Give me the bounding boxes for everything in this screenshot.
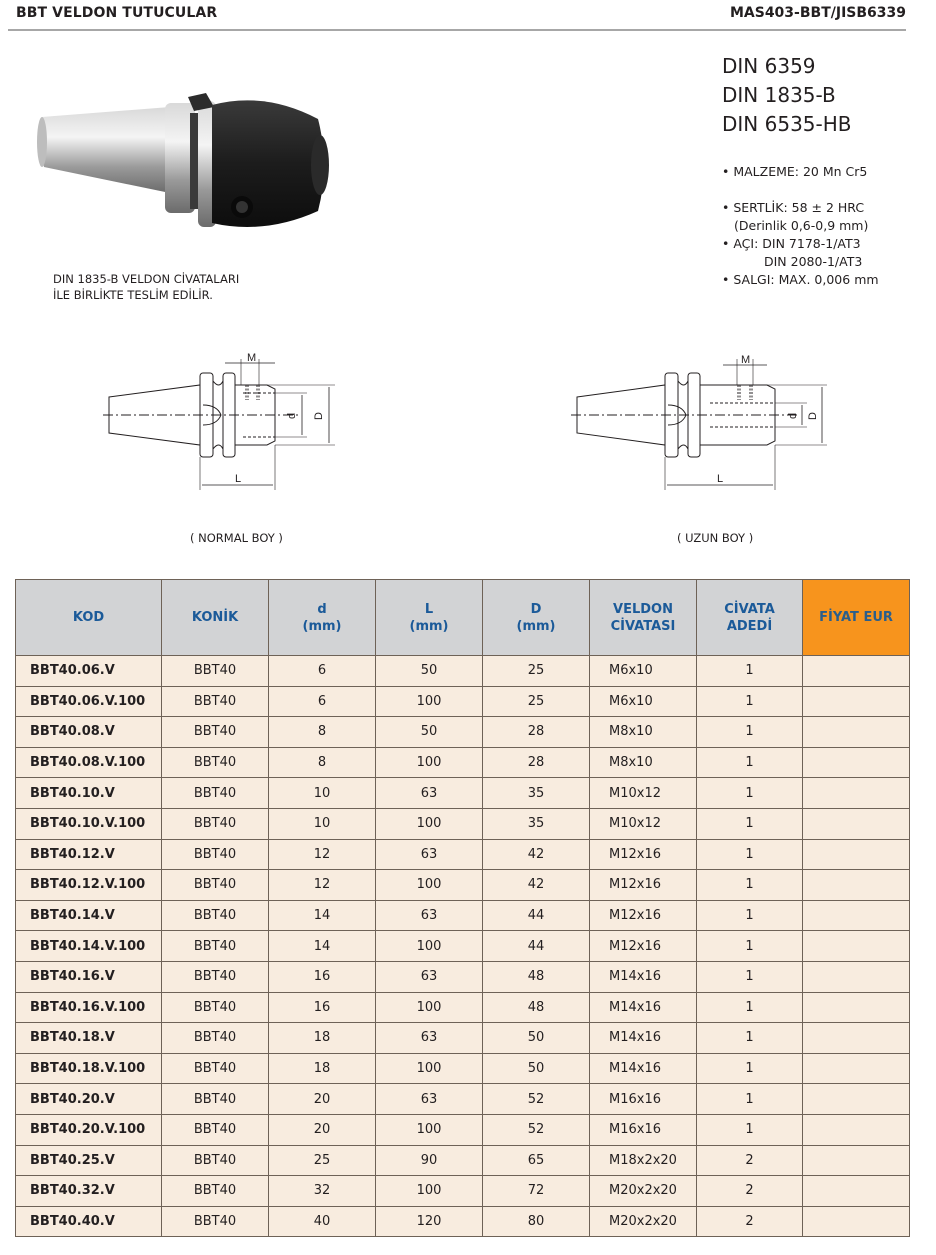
cell-d: 20 xyxy=(269,1084,376,1115)
dimension-label-m: M xyxy=(247,352,257,364)
cell-d: 20 xyxy=(269,1114,376,1145)
standard-din-6535-hb: DIN 6535-HB xyxy=(722,112,852,136)
table-body xyxy=(16,656,910,1237)
cell-d-outer: 52 xyxy=(483,1114,590,1145)
cell-civata-adedi: 1 xyxy=(697,778,803,809)
cell-fiyat-eur xyxy=(803,778,910,809)
cell-d-outer: 72 xyxy=(483,1176,590,1207)
cell-l: 90 xyxy=(376,1145,483,1176)
cell-d-outer: 50 xyxy=(483,1053,590,1084)
cell-konik: BBT40 xyxy=(162,992,269,1023)
cell-fiyat-eur xyxy=(803,808,910,839)
cell-konik: BBT40 xyxy=(162,1145,269,1176)
cell-civata-adedi: 1 xyxy=(697,992,803,1023)
cell-civata-adedi: 1 xyxy=(697,900,803,931)
cell-d: 6 xyxy=(269,686,376,717)
cell-l: 50 xyxy=(376,717,483,748)
spec-angle: • AÇI: DIN 7178-1/AT3 xyxy=(722,236,861,251)
dimension-label-d-small: d xyxy=(286,412,298,419)
cell-kod: BBT40.25.V xyxy=(16,1145,162,1176)
technical-drawing-normal xyxy=(95,345,345,505)
cell-d-outer: 48 xyxy=(483,961,590,992)
cell-kod: BBT40.20.V.100 xyxy=(16,1114,162,1145)
cell-d-outer: 44 xyxy=(483,900,590,931)
caption-normal-length: ( NORMAL BOY ) xyxy=(190,531,283,545)
cell-l: 63 xyxy=(376,1023,483,1054)
cell-civata-adedi: 1 xyxy=(697,870,803,901)
cell-fiyat-eur xyxy=(803,1176,910,1207)
table-row xyxy=(16,656,910,687)
cell-civata-adedi: 1 xyxy=(697,1053,803,1084)
cell-veldon-civatasi: M6x10 xyxy=(590,686,697,717)
cell-konik: BBT40 xyxy=(162,1053,269,1084)
cell-konik: BBT40 xyxy=(162,747,269,778)
product-table xyxy=(15,579,910,1237)
standards-list xyxy=(722,52,852,139)
table-row xyxy=(16,1084,910,1115)
cell-veldon-civatasi: M6x10 xyxy=(590,656,697,687)
standard-din-6359: DIN 6359 xyxy=(722,54,816,78)
cell-kod: BBT40.18.V xyxy=(16,1023,162,1054)
cell-d-outer: 25 xyxy=(483,686,590,717)
cell-konik: BBT40 xyxy=(162,839,269,870)
cell-kod: BBT40.08.V.100 xyxy=(16,747,162,778)
spec-hardness-depth: (Derinlik 0,6-0,9 mm) xyxy=(734,218,869,233)
cell-civata-adedi: 2 xyxy=(697,1145,803,1176)
cell-konik: BBT40 xyxy=(162,686,269,717)
cell-civata-adedi: 2 xyxy=(697,1206,803,1237)
cell-kod: BBT40.06.V.100 xyxy=(16,686,162,717)
cell-d-outer: 65 xyxy=(483,1145,590,1176)
cell-kod: BBT40.12.V xyxy=(16,839,162,870)
cell-fiyat-eur xyxy=(803,900,910,931)
cell-d: 10 xyxy=(269,808,376,839)
cell-veldon-civatasi: M8x10 xyxy=(590,717,697,748)
table-row xyxy=(16,1023,910,1054)
cell-veldon-civatasi: M10x12 xyxy=(590,808,697,839)
cell-kod: BBT40.06.V xyxy=(16,656,162,687)
spec-angle-2: DIN 2080-1/AT3 xyxy=(764,254,863,269)
table-row xyxy=(16,961,910,992)
cell-konik: BBT40 xyxy=(162,1114,269,1145)
cell-d: 18 xyxy=(269,1023,376,1054)
dimension-label-m: M xyxy=(741,354,751,366)
table-row xyxy=(16,778,910,809)
cell-veldon-civatasi: M8x10 xyxy=(590,747,697,778)
cell-konik: BBT40 xyxy=(162,1084,269,1115)
cell-fiyat-eur xyxy=(803,1023,910,1054)
cell-l: 100 xyxy=(376,931,483,962)
table-row xyxy=(16,1053,910,1084)
cell-d-outer: 28 xyxy=(483,717,590,748)
cell-fiyat-eur xyxy=(803,992,910,1023)
cell-kod: BBT40.16.V.100 xyxy=(16,992,162,1023)
dimension-label-l: L xyxy=(717,473,724,485)
cell-d: 12 xyxy=(269,870,376,901)
cell-veldon-civatasi: M18x2x20 xyxy=(590,1145,697,1176)
cell-fiyat-eur xyxy=(803,839,910,870)
cell-civata-adedi: 1 xyxy=(697,931,803,962)
cell-konik: BBT40 xyxy=(162,870,269,901)
cell-konik: BBT40 xyxy=(162,778,269,809)
cell-l: 63 xyxy=(376,1084,483,1115)
cell-d-outer: 28 xyxy=(483,747,590,778)
cell-fiyat-eur xyxy=(803,1053,910,1084)
cell-fiyat-eur xyxy=(803,1084,910,1115)
cell-konik: BBT40 xyxy=(162,931,269,962)
cell-veldon-civatasi: M16x16 xyxy=(590,1084,697,1115)
cell-d-outer: 35 xyxy=(483,808,590,839)
cell-d: 14 xyxy=(269,900,376,931)
column-header-fiyat-eur: FİYAT EUR xyxy=(803,580,910,656)
cell-d: 25 xyxy=(269,1145,376,1176)
cell-fiyat-eur xyxy=(803,1145,910,1176)
cell-l: 63 xyxy=(376,778,483,809)
table-row xyxy=(16,1176,910,1207)
cell-l: 63 xyxy=(376,900,483,931)
cell-veldon-civatasi: M20x2x20 xyxy=(590,1206,697,1237)
cell-l: 50 xyxy=(376,656,483,687)
cell-d-outer: 50 xyxy=(483,1023,590,1054)
dimension-label-l: L xyxy=(235,473,242,485)
standard-din-1835-b: DIN 1835-B xyxy=(722,83,836,107)
column-header-d-outer: D (mm) xyxy=(483,580,590,656)
cell-konik: BBT40 xyxy=(162,717,269,748)
cell-d: 10 xyxy=(269,778,376,809)
cell-veldon-civatasi: M10x12 xyxy=(590,778,697,809)
cell-veldon-civatasi: M14x16 xyxy=(590,1023,697,1054)
table-row xyxy=(16,931,910,962)
cell-kod: BBT40.08.V xyxy=(16,717,162,748)
table-header-row xyxy=(16,580,910,656)
cell-konik: BBT40 xyxy=(162,1206,269,1237)
dimension-label-d-large: D xyxy=(313,412,325,420)
cell-d-outer: 35 xyxy=(483,778,590,809)
cell-fiyat-eur xyxy=(803,686,910,717)
cell-civata-adedi: 2 xyxy=(697,1176,803,1207)
cell-kod: BBT40.18.V.100 xyxy=(16,1053,162,1084)
cell-kod: BBT40.14.V xyxy=(16,900,162,931)
cell-veldon-civatasi: M12x16 xyxy=(590,931,697,962)
standard-code: MAS403-BBT/JISB6339 xyxy=(729,5,906,21)
photo-caption-line-1: DIN 1835-B VELDON CİVATALARI xyxy=(53,272,240,286)
column-header-konik: KONİK xyxy=(162,580,269,656)
cell-d: 8 xyxy=(269,747,376,778)
cell-kod: BBT40.32.V xyxy=(16,1176,162,1207)
cell-fiyat-eur xyxy=(803,747,910,778)
cell-l: 63 xyxy=(376,839,483,870)
table-row xyxy=(16,686,910,717)
cell-d: 8 xyxy=(269,717,376,748)
cell-d: 40 xyxy=(269,1206,376,1237)
product-photo xyxy=(30,85,340,245)
cell-l: 100 xyxy=(376,686,483,717)
cell-civata-adedi: 1 xyxy=(697,686,803,717)
cell-d: 32 xyxy=(269,1176,376,1207)
cell-veldon-civatasi: M16x16 xyxy=(590,1114,697,1145)
dimension-label-d-large: D xyxy=(807,412,819,420)
spec-material: • MALZEME: 20 Mn Cr5 xyxy=(722,164,868,179)
cell-d-outer: 52 xyxy=(483,1084,590,1115)
cell-d-outer: 25 xyxy=(483,656,590,687)
cell-d-outer: 42 xyxy=(483,839,590,870)
cell-civata-adedi: 1 xyxy=(697,839,803,870)
cell-veldon-civatasi: M14x16 xyxy=(590,992,697,1023)
column-header-civata-adedi: CİVATA ADEDİ xyxy=(697,580,803,656)
cell-kod: BBT40.16.V xyxy=(16,961,162,992)
cell-veldon-civatasi: M12x16 xyxy=(590,870,697,901)
cell-fiyat-eur xyxy=(803,870,910,901)
cell-kod: BBT40.40.V xyxy=(16,1206,162,1237)
table-row xyxy=(16,992,910,1023)
cell-kod: BBT40.12.V.100 xyxy=(16,870,162,901)
cell-d-outer: 44 xyxy=(483,931,590,962)
cell-fiyat-eur xyxy=(803,656,910,687)
photo-caption xyxy=(53,271,239,303)
cell-l: 100 xyxy=(376,747,483,778)
column-header-kod: KOD xyxy=(16,580,162,656)
cell-civata-adedi: 1 xyxy=(697,717,803,748)
cell-fiyat-eur xyxy=(803,931,910,962)
cell-l: 100 xyxy=(376,992,483,1023)
cell-l: 63 xyxy=(376,961,483,992)
table-row xyxy=(16,1145,910,1176)
cell-civata-adedi: 1 xyxy=(697,1084,803,1115)
cell-l: 100 xyxy=(376,1176,483,1207)
column-header-l: L (mm) xyxy=(376,580,483,656)
page-title: BBT VELDON TUTUCULAR xyxy=(16,5,218,21)
cell-civata-adedi: 1 xyxy=(697,808,803,839)
cell-civata-adedi: 1 xyxy=(697,1023,803,1054)
cell-veldon-civatasi: M20x2x20 xyxy=(590,1176,697,1207)
table-row xyxy=(16,870,910,901)
cell-d: 6 xyxy=(269,656,376,687)
cell-kod: BBT40.10.V.100 xyxy=(16,808,162,839)
cell-d: 18 xyxy=(269,1053,376,1084)
cell-d: 16 xyxy=(269,992,376,1023)
dimension-label-d-small: d xyxy=(787,412,799,419)
cell-d: 14 xyxy=(269,931,376,962)
cell-d-outer: 42 xyxy=(483,870,590,901)
cell-fiyat-eur xyxy=(803,1114,910,1145)
table-row xyxy=(16,1114,910,1145)
header-divider xyxy=(8,29,906,31)
cell-veldon-civatasi: M12x16 xyxy=(590,900,697,931)
cell-l: 100 xyxy=(376,1053,483,1084)
table-row xyxy=(16,1206,910,1237)
table-row xyxy=(16,717,910,748)
cell-civata-adedi: 1 xyxy=(697,961,803,992)
cell-veldon-civatasi: M12x16 xyxy=(590,839,697,870)
cell-konik: BBT40 xyxy=(162,808,269,839)
cell-veldon-civatasi: M14x16 xyxy=(590,961,697,992)
column-header-d: d (mm) xyxy=(269,580,376,656)
cell-konik: BBT40 xyxy=(162,656,269,687)
table-row xyxy=(16,900,910,931)
cell-fiyat-eur xyxy=(803,961,910,992)
table-row xyxy=(16,839,910,870)
cell-d-outer: 48 xyxy=(483,992,590,1023)
spec-runout: • SALGI: MAX. 0,006 mm xyxy=(722,272,879,287)
cell-l: 100 xyxy=(376,808,483,839)
cell-civata-adedi: 1 xyxy=(697,747,803,778)
cell-konik: BBT40 xyxy=(162,1176,269,1207)
column-header-veldon-civatasi: VELDON CİVATASI xyxy=(590,580,697,656)
table-row xyxy=(16,808,910,839)
cell-d: 12 xyxy=(269,839,376,870)
cell-l: 100 xyxy=(376,870,483,901)
cell-civata-adedi: 1 xyxy=(697,656,803,687)
cell-l: 100 xyxy=(376,1114,483,1145)
cell-civata-adedi: 1 xyxy=(697,1114,803,1145)
cell-fiyat-eur xyxy=(803,1206,910,1237)
table-row xyxy=(16,747,910,778)
cell-konik: BBT40 xyxy=(162,961,269,992)
cell-l: 120 xyxy=(376,1206,483,1237)
photo-caption-line-2: İLE BİRLİKTE TESLİM EDİLİR. xyxy=(53,288,213,302)
caption-long-length: ( UZUN BOY ) xyxy=(677,531,754,545)
cell-kod: BBT40.20.V xyxy=(16,1084,162,1115)
cell-konik: BBT40 xyxy=(162,1023,269,1054)
specifications xyxy=(722,163,879,289)
cell-fiyat-eur xyxy=(803,717,910,748)
cell-veldon-civatasi: M14x16 xyxy=(590,1053,697,1084)
cell-konik: BBT40 xyxy=(162,900,269,931)
spec-hardness: • SERTLİK: 58 ± 2 HRC xyxy=(722,200,865,215)
cell-d-outer: 80 xyxy=(483,1206,590,1237)
cell-kod: BBT40.14.V.100 xyxy=(16,931,162,962)
cell-kod: BBT40.10.V xyxy=(16,778,162,809)
cell-d: 16 xyxy=(269,961,376,992)
technical-drawing-long xyxy=(565,345,840,505)
